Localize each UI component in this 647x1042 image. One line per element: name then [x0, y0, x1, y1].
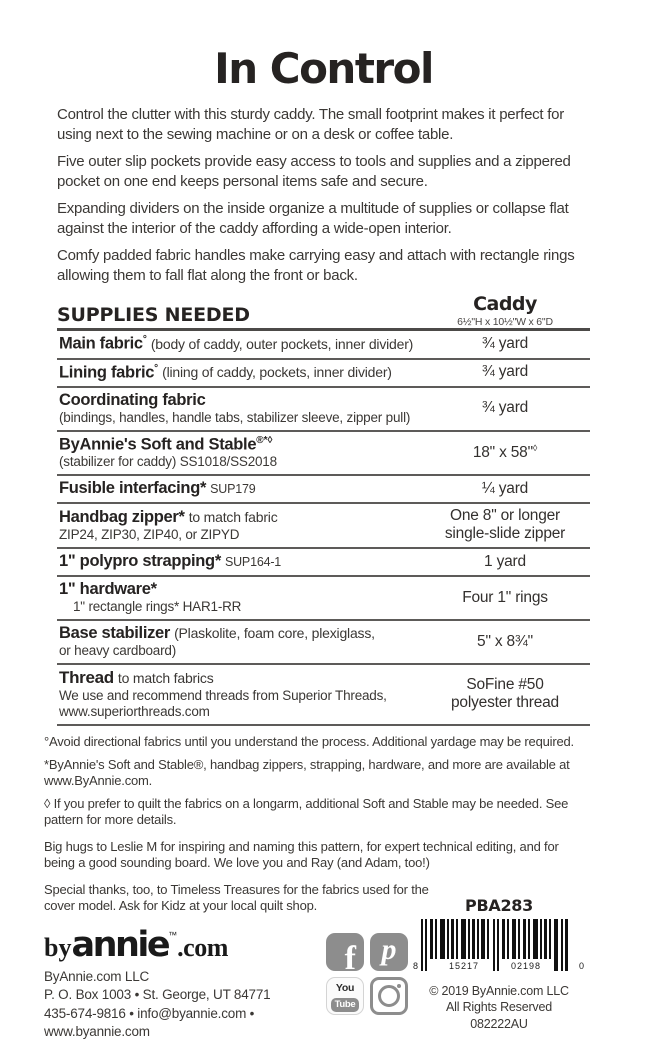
- product-code: PBA283: [465, 895, 533, 915]
- supply-name: Coordinating fabric: [59, 390, 206, 409]
- supply-row: [57, 476, 590, 504]
- supply-row: [57, 504, 590, 549]
- column-header-caddy: Caddy: [473, 293, 537, 316]
- barcode-bars: [415, 919, 583, 977]
- supply-value: 18" x 58"◊: [472, 442, 538, 462]
- company-name: ByAnnie.com LLC: [44, 968, 150, 984]
- supply-row: [57, 577, 590, 621]
- supply-row: [57, 360, 590, 388]
- page-title: In Control: [214, 44, 433, 93]
- contact-line: 435-674-9816 • info@byannie.com • www.byannie.com: [44, 1005, 255, 1040]
- byannie-logo: byannie™.com: [44, 924, 228, 965]
- footnote: °Avoid directional fabrics until you understand the process. Additional yardage may be required.: [44, 734, 574, 750]
- supply-name: Main fabric: [59, 334, 143, 353]
- column-header-dims: 6½"H x 10½"W x 6"D: [457, 316, 553, 329]
- supply-row: [57, 621, 590, 665]
- supply-subline: 1" rectangle rings* HAR1-RR: [73, 599, 242, 615]
- intro-paragraph: Control the clutter with this sturdy caddy. The small footprint makes it perfect for using next to the sewing machine or on a desk or coffee table.: [57, 106, 564, 143]
- barcode-digit-group1: 15217: [449, 960, 480, 971]
- barcode-digit-group2: 02198: [511, 960, 542, 971]
- acknowledgement-paragraph: Special thanks, too, to Timeless Treasures for the fabrics used for the cover model. Ask for Kidz at your local quilt shop.: [44, 881, 429, 914]
- supply-row: [57, 331, 590, 359]
- supply-value: ¾ yard: [481, 399, 529, 417]
- trademark-symbol: ™: [168, 929, 178, 940]
- supplies-header: [57, 293, 590, 328]
- barcode-digit-lead: 8: [413, 960, 420, 971]
- pinterest-icon: p: [370, 933, 408, 971]
- supply-detail: SUP164-1: [224, 555, 282, 570]
- supply-value: SoFine #50 polyester thread: [451, 676, 559, 712]
- supply-value: One 8" or longer single-slide zipper: [444, 507, 566, 543]
- supply-name: 1" hardware*: [59, 580, 157, 599]
- instagram-icon: [370, 977, 408, 1015]
- supply-name: Fusible interfacing*: [59, 479, 207, 498]
- supply-value: Four 1" rings: [462, 588, 548, 606]
- footnote-marker: °: [142, 334, 147, 346]
- supply-value: ¾ yard: [481, 334, 529, 352]
- footnote: *ByAnnie's Soft and Stable®, handbag zippers, strapping, hardware, and more are available at www.ByAnnie.com.: [44, 756, 570, 789]
- supply-detail: (Plaskolite, foam core, plexiglass,: [174, 625, 375, 642]
- supply-detail: to match fabrics: [117, 670, 214, 687]
- intro-paragraph: Five outer slip pockets provide easy access to tools and supplies and a zippered pocket on one end keeps personal items safe and secure.: [57, 153, 571, 190]
- bottom-section: [44, 881, 590, 1042]
- supply-detail: to match fabric: [188, 508, 278, 525]
- intro-paragraph: Comfy padded fabric handles make carrying easy and attach with rectangle rings allowing them to fall flat along the front or back.: [57, 247, 575, 284]
- copyright-line: All Rights Reserved: [446, 1000, 552, 1015]
- copyright-line: 082222AU: [470, 1016, 528, 1031]
- footnote-marker: ◊: [532, 442, 538, 453]
- publisher-info: [44, 925, 314, 1042]
- supply-subline: www.superiorthreads.com: [59, 704, 210, 720]
- supply-value: 5" x 8¾": [477, 632, 533, 650]
- supply-detail: (body of caddy, outer pockets, inner divider): [150, 335, 414, 352]
- supply-name: ByAnnie's Soft and Stable: [59, 435, 257, 454]
- supply-row: [57, 549, 590, 577]
- footnote: ◊ If you prefer to quilt the fabrics on a longarm, additional Soft and Stable may be needed. See pattern for more details.: [44, 795, 569, 828]
- supply-name: Thread: [59, 668, 114, 688]
- barcode: [415, 919, 583, 977]
- acknowledgement-paragraph: Big hugs to Leslie M for inspiring and naming this pattern, for expert technical editing, and for being a good sounding board. We love you and Ray (and Adam, too!): [44, 838, 559, 871]
- supply-subline: or heavy cardboard): [59, 643, 177, 659]
- footnote-marker: °: [154, 362, 159, 374]
- supplies-table: [57, 328, 590, 726]
- facebook-icon: f: [326, 933, 364, 971]
- copyright-line: © 2019 ByAnnie.com LLC: [429, 983, 569, 998]
- supply-subline: We use and recommend threads from Superior Threads,: [59, 688, 387, 704]
- column-header: [420, 293, 590, 328]
- supply-value: ¼ yard: [481, 479, 529, 497]
- supply-subline: ZIP24, ZIP30, ZIP40, or ZIPYD: [59, 526, 240, 542]
- supply-name: 1" polypro strapping*: [59, 552, 221, 571]
- barcode-digit-trail: 0: [578, 960, 585, 971]
- supply-row: [57, 432, 590, 476]
- footnote-marker: ®*◊: [256, 434, 273, 446]
- youtube-icon: You Tube: [326, 977, 364, 1015]
- supply-name: Lining fabric: [59, 362, 155, 381]
- supply-name: Base stabilizer: [59, 624, 171, 643]
- copyright-block: [408, 983, 590, 1033]
- supply-row: [57, 388, 590, 432]
- supply-value: 1 yard: [484, 552, 526, 570]
- intro-paragraphs: [57, 105, 590, 285]
- footnotes: [44, 734, 590, 829]
- social-icons: [326, 933, 408, 1042]
- supply-subline: (bindings, handles, handle tabs, stabilizer sleeve, zipper pull): [59, 409, 411, 425]
- supply-name: Handbag zipper*: [59, 507, 185, 526]
- supply-value: ¾ yard: [481, 363, 529, 381]
- acknowledgements: [44, 839, 590, 872]
- supply-subline: (stabilizer for caddy) SS1018/SS2018: [59, 454, 277, 470]
- supplies-heading: SUPPLIES NEEDED: [57, 304, 250, 327]
- supply-row: [57, 665, 590, 726]
- supply-detail: (lining of caddy, pockets, inner divider): [162, 363, 392, 380]
- supply-detail: SUP179: [210, 482, 256, 497]
- intro-paragraph: Expanding dividers on the inside organize a multitude of supplies or collapse flat against the interior of the caddy affording a wide-open interior.: [57, 200, 569, 237]
- address-line: P. O. Box 1003 • St. George, UT 84771: [44, 987, 271, 1003]
